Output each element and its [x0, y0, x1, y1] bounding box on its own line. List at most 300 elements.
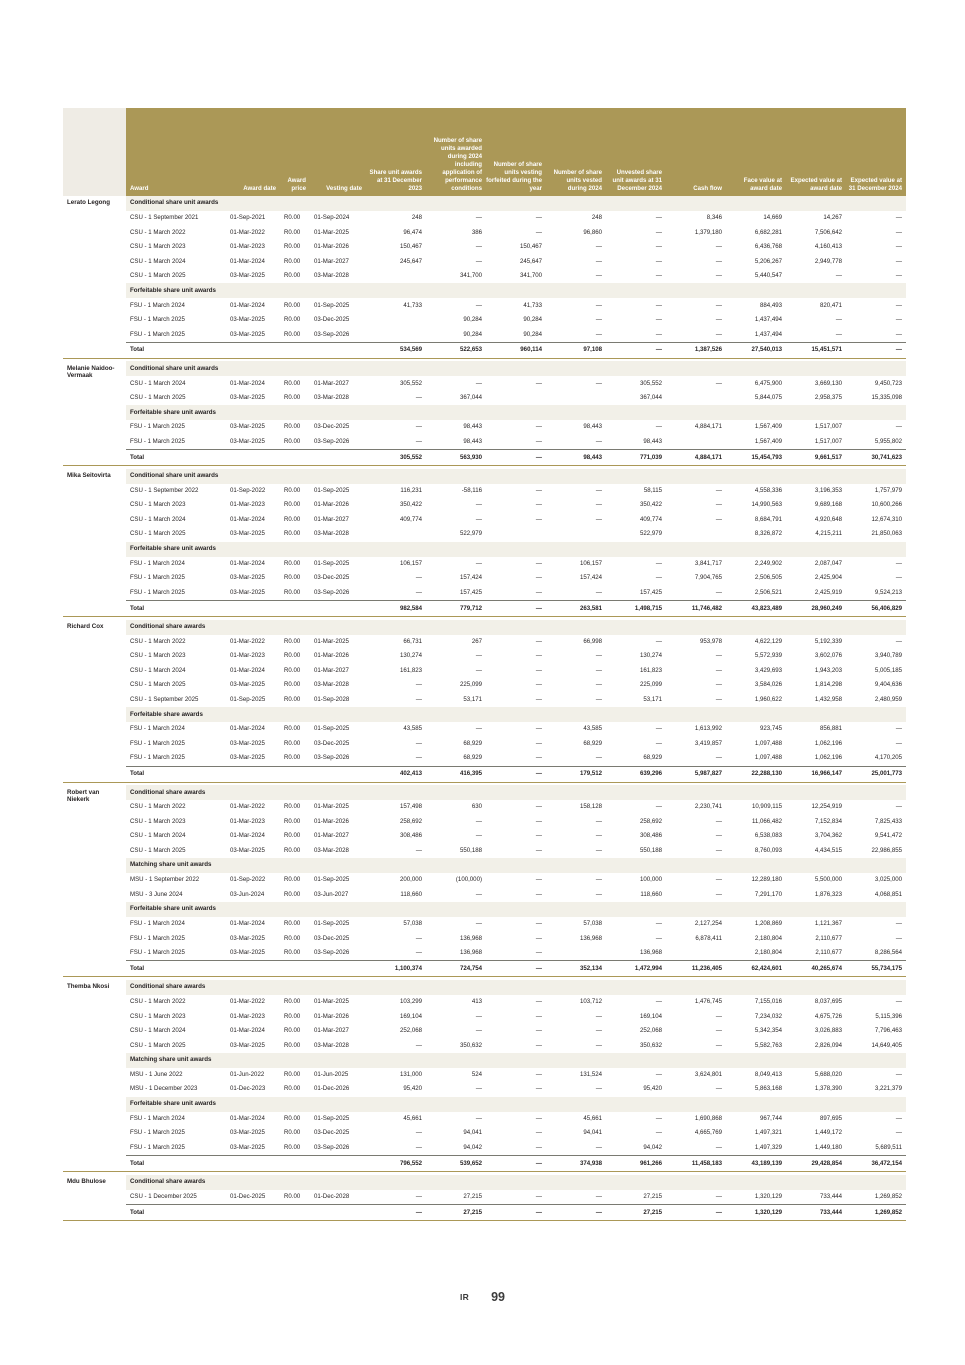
cell-vested: —: [595, 316, 602, 324]
cell-award-price: R0.00: [284, 257, 301, 265]
header-expected-2024: Expected value at 31 December 2024: [846, 108, 906, 196]
table-row: [63, 586, 906, 601]
award-group-header-row: [63, 542, 906, 557]
total-units-2023: 534,569: [366, 342, 426, 358]
cell-vesting-date: 03-Mar-2028: [314, 272, 349, 280]
cell-forfeited: —: [535, 437, 542, 445]
cell-expected-award: 5,192,339: [814, 637, 842, 645]
cell-vested: 98,443: [583, 423, 602, 431]
table-row: [63, 693, 906, 708]
cell-face-value: 2,506,521: [754, 588, 782, 596]
total-expected-2024: —: [846, 342, 906, 358]
cell-expected-2024: 7,825,433: [874, 817, 902, 825]
cell-award-date: 01-Mar-2024: [230, 1027, 265, 1035]
cell-award-price: R0.00: [284, 1085, 301, 1093]
cell-vested: —: [595, 832, 602, 840]
cell-vesting-date: 01-Jun-2025: [314, 1070, 349, 1078]
cell-expected-award: 1,876,323: [814, 890, 842, 898]
cell-expected-2024: 3,221,379: [874, 1085, 902, 1093]
cell-forfeited: [486, 391, 546, 406]
cell-award: CSU - 1 March 2023: [130, 817, 186, 825]
award-group-title: Forfeitable share unit awards: [126, 542, 906, 557]
total-face-value: 43,823,489: [726, 601, 786, 617]
cell-award-date: 01-Sep-2025: [230, 695, 266, 703]
cell-expected-2024: 1,269,852: [874, 1192, 902, 1200]
cell-award-price: R0.00: [284, 803, 301, 811]
cell-unvested-2024: —: [655, 574, 662, 582]
cell-expected-award: 7,506,642: [814, 228, 842, 236]
award-group-title: Conditional share awards: [126, 980, 906, 995]
cell-forfeited: [486, 527, 546, 542]
table-row: [63, 873, 906, 888]
total-awarded-2024: 724,754: [426, 961, 486, 977]
cell-vesting-date: 03-Dec-2025: [314, 739, 350, 747]
cell-awarded-2024: 68,929: [463, 739, 482, 747]
cell-vesting-date: 01-Dec-2028: [314, 1192, 350, 1200]
cell-vesting-date: 01-Mar-2025: [314, 803, 349, 811]
cell-units-2023: [366, 527, 426, 542]
cell-units-2023: —: [415, 423, 422, 431]
table-row: [63, 298, 906, 313]
cell-vesting-date: 01-Mar-2027: [314, 666, 349, 674]
section-divider: [63, 1221, 906, 1224]
cell-awarded-2024: 524: [471, 1070, 482, 1078]
cell-vesting-date: 01-Sep-2025: [314, 725, 350, 733]
cell-award-price: R0.00: [284, 876, 301, 884]
cell-award: FSU - 1 March 2024: [130, 301, 185, 309]
cell-face-value: 14,669: [763, 214, 782, 222]
share-awards-table: [63, 108, 906, 1224]
total-units-2023: 796,552: [366, 1156, 426, 1172]
cell-unvested-2024: 350,422: [639, 501, 662, 509]
total-face-value: 22,288,130: [726, 766, 786, 782]
cell-units-2023: —: [415, 1041, 422, 1049]
cell-award: CSU - 1 September 2021: [130, 214, 199, 222]
cell-forfeited: —: [535, 574, 542, 582]
cell-face-value: 8,760,093: [754, 846, 782, 854]
cell-vested: —: [595, 876, 602, 884]
cell-award-date: 01-Mar-2024: [230, 725, 265, 733]
award-group-header-row: [63, 361, 906, 376]
cell-cash-flow: 3,841,717: [694, 559, 722, 567]
total-expected-2024: 36,472,154: [846, 1156, 906, 1172]
cell-vesting-date: 01-Mar-2027: [314, 257, 349, 265]
cell-expected-2024: —: [895, 739, 902, 747]
cell-units-2023: 95,420: [403, 1085, 422, 1093]
award-group-header-row: [63, 620, 906, 635]
table-row: [63, 678, 906, 693]
cell-expected-2024: 12,674,310: [871, 515, 902, 523]
cell-face-value: 1,208,869: [754, 920, 782, 928]
cell-expected-2024: 9,450,723: [874, 379, 902, 387]
cell-award-price: R0.00: [284, 832, 301, 840]
cell-units-2023: [366, 269, 426, 284]
cell-cash-flow: —: [715, 501, 722, 509]
cell-face-value: 8,049,413: [754, 1070, 782, 1078]
cell-vested: —: [595, 257, 602, 265]
cell-vested: 66,998: [583, 637, 602, 645]
total-expected-2024: 1,269,852: [846, 1205, 906, 1221]
cell-vesting-date: 01-Mar-2027: [314, 1027, 349, 1035]
cell-expected-award: 5,688,020: [814, 1070, 842, 1078]
cell-face-value: 2,180,804: [754, 934, 782, 942]
cell-forfeited: —: [535, 1027, 542, 1035]
cell-vested: —: [595, 695, 602, 703]
cell-award-price: R0.00: [284, 588, 301, 596]
cell-award-price: R0.00: [284, 301, 301, 309]
cell-units-2023: 248: [411, 214, 422, 222]
table-row: [63, 269, 906, 284]
cell-award-date: 01-Sep-2021: [230, 214, 266, 222]
cell-award-date: 03-Jun-2024: [230, 890, 265, 898]
cell-face-value: 2,180,804: [754, 949, 782, 957]
cell-face-value: 3,429,693: [754, 666, 782, 674]
cell-forfeited: —: [535, 214, 542, 222]
cell-award: MSU - 3 June 2024: [130, 890, 183, 898]
cell-units-2023: —: [415, 695, 422, 703]
cell-forfeited: —: [535, 423, 542, 431]
cell-cash-flow: 1,379,180: [694, 228, 722, 236]
cell-award-price: R0.00: [284, 890, 301, 898]
cell-award-price: R0.00: [284, 681, 301, 689]
total-forfeited: —: [486, 766, 546, 782]
cell-vesting-date: 01-Mar-2026: [314, 1012, 349, 1020]
cell-award-price: R0.00: [284, 530, 301, 538]
cell-vested: —: [595, 1027, 602, 1035]
cell-expected-award: 12,254,919: [811, 803, 842, 811]
award-group-header-row: [63, 469, 906, 484]
total-row: [63, 1156, 906, 1172]
cell-awarded-2024: —: [475, 559, 482, 567]
cell-unvested-2024: —: [655, 301, 662, 309]
table-row: [63, 1009, 906, 1024]
cell-vested: 131,524: [579, 1070, 602, 1078]
cell-cash-flow: —: [715, 832, 722, 840]
cell-expected-award: 1,449,172: [814, 1129, 842, 1137]
table-row: [63, 571, 906, 586]
cell-award-date: 03-Mar-2025: [230, 423, 265, 431]
table-row: [63, 498, 906, 513]
cell-awarded-2024: (100,000): [455, 876, 482, 884]
total-forfeited: —: [486, 1205, 546, 1221]
cell-cash-flow: —: [715, 652, 722, 660]
cell-award: CSU - 1 March 2025: [130, 846, 186, 854]
cell-awarded-2024: 90,284: [463, 330, 482, 338]
cell-expected-award: 4,920,648: [814, 515, 842, 523]
cell-award-date: 01-Mar-2022: [230, 803, 265, 811]
cell-expected-2024: —: [895, 1129, 902, 1137]
cell-units-2023: —: [415, 1129, 422, 1137]
cell-unvested-2024: 68,929: [643, 754, 662, 762]
cell-award: FSU - 1 March 2025: [130, 437, 185, 445]
cell-face-value: 6,682,281: [754, 228, 782, 236]
cell-unvested-2024: —: [655, 725, 662, 733]
cell-forfeited: —: [535, 1070, 542, 1078]
cell-units-2023: —: [415, 681, 422, 689]
cell-award-price: R0.00: [284, 1129, 301, 1137]
table-row: [63, 635, 906, 650]
cell-units-2023: 106,157: [399, 559, 422, 567]
cell-awarded-2024: —: [475, 652, 482, 660]
award-group-header-row: [63, 858, 906, 873]
total-expected-2024: 25,001,773: [846, 766, 906, 782]
cell-face-value: 5,863,168: [754, 1085, 782, 1093]
cell-cash-flow: [666, 527, 726, 542]
cell-award-date: 01-Mar-2024: [230, 515, 265, 523]
cell-award: FSU - 1 March 2025: [130, 316, 185, 324]
cell-cash-flow: —: [715, 1192, 722, 1200]
cell-cash-flow: 4,665,769: [694, 1129, 722, 1137]
cell-vested: —: [595, 515, 602, 523]
cell-face-value: 5,342,354: [754, 1027, 782, 1035]
cell-awarded-2024: 157,424: [459, 574, 482, 582]
cell-expected-award: 3,196,353: [814, 486, 842, 494]
cell-units-2023: 66,731: [403, 637, 422, 645]
cell-cash-flow: —: [715, 301, 722, 309]
cell-vested: [546, 527, 606, 542]
cell-cash-flow: 1,476,745: [694, 998, 722, 1006]
cell-award-price: R0.00: [284, 330, 301, 338]
cell-expected-2024: 8,286,564: [874, 949, 902, 957]
cell-vesting-date: 01-Sep-2025: [314, 920, 350, 928]
cell-award: FSU - 1 March 2025: [130, 949, 185, 957]
cell-cash-flow: —: [715, 257, 722, 265]
award-group-header-row: [63, 1053, 906, 1068]
cell-award-price: R0.00: [284, 754, 301, 762]
table-row: [63, 1112, 906, 1127]
cell-award-price: R0.00: [284, 1192, 301, 1200]
cell-expected-award: 1,517,007: [814, 423, 842, 431]
cell-cash-flow: —: [715, 890, 722, 898]
total-vested: —: [546, 1205, 606, 1221]
cell-expected-2024: —: [895, 1070, 902, 1078]
cell-forfeited: —: [535, 486, 542, 494]
cell-expected-2024: —: [895, 934, 902, 942]
cell-expected-2024: —: [895, 559, 902, 567]
cell-award-price: R0.00: [284, 437, 301, 445]
table-row: [63, 649, 906, 664]
cell-award: FSU - 1 March 2025: [130, 934, 185, 942]
cell-vesting-date: 03-Mar-2028: [314, 530, 349, 538]
cell-awarded-2024: 94,042: [463, 1143, 482, 1151]
cell-expected-2024: —: [895, 257, 902, 265]
cell-vesting-date: 01-Sep-2025: [314, 1114, 350, 1122]
cell-award: FSU - 1 March 2025: [130, 739, 185, 747]
cell-award-date: 03-Mar-2025: [230, 1041, 265, 1049]
cell-units-2023: 131,000: [399, 1070, 422, 1078]
total-expected-award: 40,265,674: [786, 961, 846, 977]
cell-forfeited: —: [535, 817, 542, 825]
total-cash-flow: 11,236,405: [666, 961, 726, 977]
cell-unvested-2024: 130,274: [639, 652, 662, 660]
total-expected-award: 28,960,249: [786, 601, 846, 617]
award-group-title: Conditional share awards: [126, 785, 906, 800]
cell-face-value: 8,326,872: [754, 530, 782, 538]
cell-expected-2024: 15,335,098: [871, 394, 902, 402]
cell-vested: —: [595, 1085, 602, 1093]
total-awarded-2024: 563,930: [426, 450, 486, 466]
cell-expected-2024: —: [895, 574, 902, 582]
cell-expected-2024: —: [895, 243, 902, 251]
cell-unvested-2024: 252,068: [639, 1027, 662, 1035]
cell-units-2023: 409,774: [399, 515, 422, 523]
total-row: [63, 601, 906, 617]
cell-awarded-2024: —: [475, 725, 482, 733]
cell-award: CSU - 1 March 2025: [130, 681, 186, 689]
total-cash-flow: —: [666, 1205, 726, 1221]
cell-unvested-2024: —: [655, 423, 662, 431]
cell-units-2023: [366, 327, 426, 342]
total-unvested-2024: —: [606, 342, 666, 358]
cell-award-price: R0.00: [284, 379, 301, 387]
cell-expected-award: 4,675,726: [814, 1012, 842, 1020]
total-label: Total: [126, 1156, 366, 1172]
cell-expected-award: 1,432,958: [814, 695, 842, 703]
cell-face-value: 5,572,939: [754, 652, 782, 660]
total-label: Total: [126, 601, 366, 617]
cell-vesting-date: 01-Mar-2025: [314, 228, 349, 236]
cell-award-price: R0.00: [284, 574, 301, 582]
award-group-title: Conditional share unit awards: [126, 361, 906, 376]
cell-expected-award: 14,267: [823, 214, 842, 222]
cell-expected-2024: —: [895, 803, 902, 811]
table-row: [63, 240, 906, 255]
cell-award-price: R0.00: [284, 1027, 301, 1035]
cell-vesting-date: 01-Sep-2025: [314, 486, 350, 494]
cell-face-value: 7,234,032: [754, 1012, 782, 1020]
cell-cash-flow: —: [715, 1085, 722, 1093]
header-vested: Number of share units vested during 2024: [546, 108, 606, 196]
cell-awarded-2024: 68,929: [463, 754, 482, 762]
cell-unvested-2024: 409,774: [639, 515, 662, 523]
cell-cash-flow: —: [715, 695, 722, 703]
cell-award-price: R0.00: [284, 998, 301, 1006]
cell-vesting-date: 01-Dec-2026: [314, 1085, 350, 1093]
cell-award-price: R0.00: [284, 272, 301, 280]
cell-forfeited: —: [535, 832, 542, 840]
cell-award-price: R0.00: [284, 243, 301, 251]
cell-vested: 96,860: [583, 228, 602, 236]
cell-unvested-2024: —: [655, 243, 662, 251]
cell-face-value: 1,497,329: [754, 1143, 782, 1151]
cell-forfeited: —: [535, 890, 542, 898]
cell-vested: —: [595, 817, 602, 825]
cell-face-value: 1,567,409: [754, 437, 782, 445]
cell-expected-2024: —: [895, 920, 902, 928]
cell-expected-award: 1,449,180: [814, 1143, 842, 1151]
cell-units-2023: —: [415, 1192, 422, 1200]
cell-award: CSU - 1 March 2023: [130, 652, 186, 660]
cell-forfeited: 90,284: [523, 316, 542, 324]
cell-cash-flow: —: [715, 486, 722, 494]
table-row: [63, 722, 906, 737]
cell-vested: —: [595, 666, 602, 674]
cell-vesting-date: 03-Mar-2028: [314, 1041, 349, 1049]
cell-forfeited: 150,467: [519, 243, 542, 251]
cell-award-price: R0.00: [284, 846, 301, 854]
cell-vesting-date: 03-Mar-2028: [314, 681, 349, 689]
cell-vested: 94,041: [583, 1129, 602, 1137]
cell-forfeited: —: [535, 934, 542, 942]
cell-expected-2024: —: [895, 228, 902, 236]
cell-award-date: 01-Mar-2024: [230, 920, 265, 928]
cell-face-value: 5,844,075: [754, 394, 782, 402]
cell-award-date: 01-Dec-2023: [230, 1085, 266, 1093]
cell-award: FSU - 1 March 2025: [130, 588, 185, 596]
cell-expected-award: 2,425,919: [814, 588, 842, 596]
cell-award-date: 01-Mar-2022: [230, 228, 265, 236]
award-group-title: Matching share unit awards: [126, 1053, 906, 1068]
award-group-header-row: [63, 980, 906, 995]
cell-vested: 136,968: [579, 934, 602, 942]
table-row: [63, 1024, 906, 1039]
cell-face-value: 11,066,482: [751, 817, 782, 825]
cell-award: CSU - 1 March 2023: [130, 243, 186, 251]
cell-unvested-2024: —: [655, 1129, 662, 1137]
cell-award-date: 01-Mar-2022: [230, 637, 265, 645]
cell-expected-2024: 10,600,266: [871, 501, 902, 509]
cell-unvested-2024: —: [655, 803, 662, 811]
cell-units-2023: 41,733: [403, 301, 422, 309]
total-face-value: 1,320,129: [726, 1205, 786, 1221]
table-row: [63, 917, 906, 932]
total-forfeited: —: [486, 450, 546, 466]
cell-awarded-2024: 386: [471, 228, 482, 236]
cell-expected-2024: 9,541,472: [874, 832, 902, 840]
cell-award-date: 03-Mar-2025: [230, 272, 265, 280]
cell-face-value: 2,249,902: [754, 559, 782, 567]
cell-face-value: 5,582,763: [754, 1041, 782, 1049]
cell-award-date: 01-Mar-2024: [230, 832, 265, 840]
total-awarded-2024: 27,215: [426, 1205, 486, 1221]
cell-forfeited: —: [535, 666, 542, 674]
cell-forfeited: —: [535, 515, 542, 523]
cell-cash-flow: —: [715, 846, 722, 854]
cell-award-date: 03-Mar-2025: [230, 574, 265, 582]
cell-face-value: 6,475,900: [754, 379, 782, 387]
header-expected-award: Expected value at award date: [786, 108, 846, 196]
total-cash-flow: 11,746,482: [666, 601, 726, 617]
cell-expected-award: 3,026,883: [814, 1027, 842, 1035]
cell-award: CSU - 1 March 2024: [130, 666, 186, 674]
cell-forfeited: —: [535, 1085, 542, 1093]
total-face-value: 43,189,139: [726, 1156, 786, 1172]
cell-expected-2024: 3,940,789: [874, 652, 902, 660]
cell-forfeited: 341,700: [519, 272, 542, 280]
cell-unvested-2024: —: [655, 330, 662, 338]
cell-cash-flow: —: [715, 1012, 722, 1020]
table-row: [63, 931, 906, 946]
header-blank-corner: [63, 108, 126, 196]
cell-unvested-2024: —: [655, 637, 662, 645]
total-cash-flow: 1,387,526: [666, 342, 726, 358]
table-row: [63, 313, 906, 328]
cell-face-value: 1,567,409: [754, 423, 782, 431]
cell-vesting-date: 01-Sep-2025: [314, 876, 350, 884]
cell-unvested-2024: —: [655, 920, 662, 928]
cell-award: CSU - 1 March 2024: [130, 832, 186, 840]
award-group-header-row: [63, 1175, 906, 1190]
total-forfeited: —: [486, 961, 546, 977]
cell-expected-award: 8,037,695: [814, 998, 842, 1006]
table-row: [63, 484, 906, 499]
cell-units-2023: 350,422: [399, 501, 422, 509]
total-unvested-2024: 771,039: [606, 450, 666, 466]
cell-forfeited: —: [535, 754, 542, 762]
cell-award: FSU - 1 March 2025: [130, 330, 185, 338]
cell-award-price: R0.00: [284, 1143, 301, 1151]
cell-award-price: R0.00: [284, 637, 301, 645]
